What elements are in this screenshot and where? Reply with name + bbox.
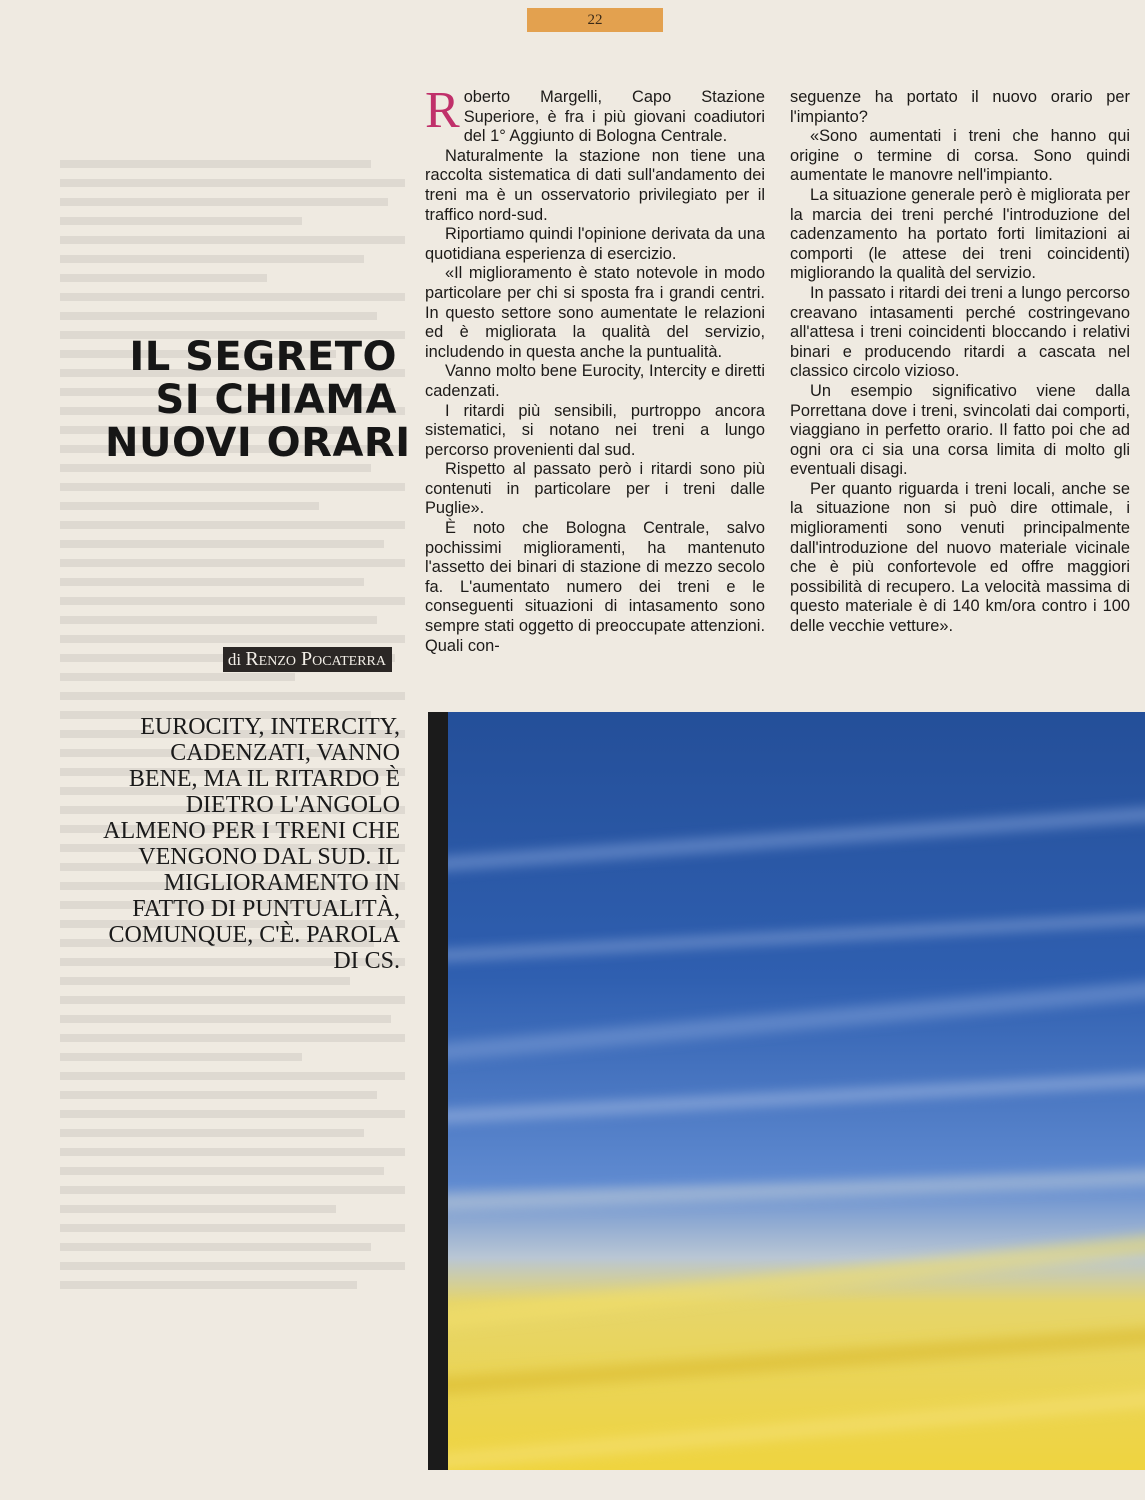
blurred-sky-field-image — [448, 712, 1145, 1470]
paragraph: Un esempio significativo viene dalla Porrettana dove i treni, svincolati dai comporti, viaggiano in perfetto orario. Il fatto poi che ad ogni ora ci sia una corsa limita di molto gli eventuali disagi. — [790, 381, 1130, 479]
subheadline: EUROCITY, INTERCITY, CADENZATI, VANNO BENE, MA IL RITARDO È DIETRO L'ANGOLO ALMENO PER I TRENI CHE VENGONO DAL SUD. IL MIGLIORAMENTO IN FATTO DI PUNTUALITÀ, COMUNQUE, C'È. PAROLA DI CS. — [103, 714, 400, 974]
byline-prefix: di — [227, 650, 242, 669]
article-column-2 — [790, 88, 1130, 637]
paragraph: Vanno molto bene Eurocity, Intercity e diretti cadenzati. — [425, 362, 765, 400]
page-number: 22 — [527, 8, 663, 32]
paragraph: È noto che Bologna Centrale, salvo pochissimi miglioramenti, ha mantenuto l'assetto dei binari di stazione di mezzo secolo fa. L'aumentato numero dei treni e le conseguenti situazioni di intasamento sono sempre stati oggetto di preoccupate attenzioni. Quali con- — [425, 519, 765, 655]
photo-side-bar — [428, 712, 448, 1470]
byline-author: Renzo Pocaterra — [245, 648, 386, 670]
paragraph: «Sono aumentati i treni che hanno qui origine o termine di corsa. Sono quindi aumentate le manovre nell'impianto. — [790, 127, 1130, 185]
paragraph — [425, 82, 765, 147]
paragraph: Rispetto al passato però i ritardi sono più contenuti in particolare per i treni dalle Puglie». — [425, 460, 765, 518]
paragraph: Per quanto riguarda i treni locali, anche se la situazione non si può dire ottimale, i miglioramenti sono venuti principalmente dall'introduzione del nuovo materiale vicinale che è più confortevole ed offre maggiori possibilità di recupero. La velocità massima di questo materiale è di 140 km/ora contro i 100 delle vecchie vetture». — [790, 479, 1130, 636]
paragraph: La situazione generale però è migliorata per la marcia dei treni perché l'introduzione del cadenzamento ha portato forti limitazioni ai comporti (le attese dei treni coincidenti) migliorando la qualità del servizio. — [790, 185, 1130, 283]
paragraph: Riportiamo quindi l'opinione derivata da una quotidiana esperienza di esercizio. — [425, 225, 765, 263]
paragraph: Naturalmente la stazione non tiene una raccolta sistematica di dati sull'andamento dei treni ma è un osservatorio privilegiato per il traffico nord-sud. — [425, 146, 765, 224]
paragraph: seguenze ha portato il nuovo orario per l'impianto? — [790, 88, 1130, 126]
headline-line-1: IL SEGRETO — [129, 334, 397, 380]
byline — [223, 647, 392, 672]
headline-line-3: NUOVI ORARI — [105, 420, 411, 466]
headline-line-2: SI CHIAMA — [155, 377, 397, 423]
paragraph: I ritardi più sensibili, purtroppo ancora sistematici, si notano nei treni a lungo percorso provenienti dal sud. — [425, 401, 765, 459]
paragraph: «Il miglioramento è stato notevole in modo particolare per chi si sposta fra i grandi centri. In questo settore sono aumentate le relazioni ed è migliorata la qualità del servizio, includendo in questa anche la puntualità. — [425, 264, 765, 361]
landscape-photo — [448, 712, 1145, 1470]
paragraph-text: oberto Margelli, Capo Stazione Superiore, è fra i più giovani coadiutori del 1° Aggiunto di Bologna Centrale. — [463, 88, 765, 146]
article-column-1 — [425, 82, 765, 656]
headline — [105, 334, 411, 466]
paragraph: In passato i ritardi dei treni a lungo percorso creavano intasamenti perché costringevano all'attesa i treni coincidenti bloccando i relativi binari e producendo ritardi a cascata nel classico circolo vizioso. — [790, 283, 1130, 381]
drop-cap: R — [425, 82, 460, 139]
